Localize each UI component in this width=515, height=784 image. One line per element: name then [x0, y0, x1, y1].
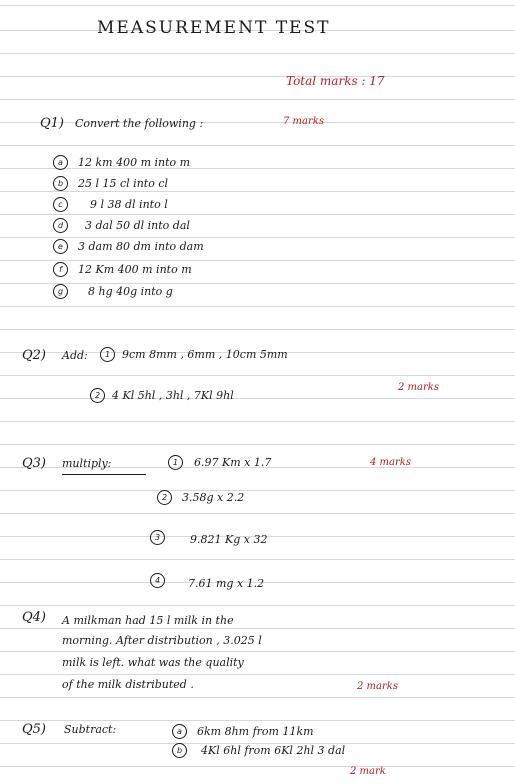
q5-item-b: 4Kl 6hl from 6Kl 2hl 3 dal	[201, 744, 346, 757]
q4-line-1: A milkman had 15 l milk in the	[62, 614, 234, 627]
q3-item-2-marker: 2	[157, 490, 172, 505]
q3-marks: 4 marks	[370, 457, 411, 468]
q1-item-c: 9 l 38 dl into l	[90, 198, 168, 211]
q2-item-1-marker: 1	[100, 347, 115, 362]
q3-label: Q3)	[22, 456, 47, 471]
q1-item-f-marker: f	[53, 262, 68, 277]
q5-instruction: Subtract:	[64, 723, 117, 736]
q2-marks: 2 marks	[398, 382, 439, 393]
q5-item-b-marker: b	[172, 743, 187, 758]
q1-item-d-marker: d	[53, 218, 68, 233]
q1-item-e: 3 dam 80 dm into dam	[78, 240, 204, 253]
q3-item-2: 3.58g x 2.2	[182, 491, 245, 504]
q4-line-2: morning. After distribution , 3.025 l	[62, 634, 262, 647]
total-marks: Total marks : 17	[286, 74, 385, 88]
q5-marks: 2 mark	[350, 766, 386, 777]
q3-item-1: 6.97 Km x 1.7	[194, 456, 272, 469]
q3-instruction-underline	[62, 474, 146, 475]
q1-item-a-marker: a	[53, 155, 68, 170]
q2-item-1: 9cm 8mm , 6mm , 10cm 5mm	[122, 348, 288, 361]
q1-item-d: 3 dal 50 dl into dal	[85, 219, 190, 232]
q3-item-4-marker: 4	[150, 573, 165, 588]
q1-item-g-marker: g	[53, 284, 68, 299]
q2-label: Q2)	[22, 348, 47, 363]
q1-marks: 7 marks	[283, 116, 324, 127]
q5-item-a: 6km 8hm from 11km	[197, 725, 314, 738]
q3-item-1-marker: 1	[168, 455, 183, 470]
q4-marks: 2 marks	[357, 681, 398, 692]
q1-item-c-marker: c	[53, 197, 68, 212]
q1-item-e-marker: e	[53, 239, 68, 254]
q2-item-2-marker: 2	[90, 388, 105, 403]
q5-label: Q5)	[22, 722, 47, 737]
q3-item-4: 7.61 mg x 1.2	[188, 577, 265, 590]
q1-item-f: 12 Km 400 m into m	[78, 263, 192, 276]
q4-label: Q4)	[22, 610, 47, 625]
q1-instruction: Convert the following :	[75, 117, 204, 130]
q3-instruction: multiply:	[62, 457, 112, 470]
q4-line-4: of the milk distributed .	[62, 678, 194, 691]
q3-item-3-marker: 3	[150, 530, 165, 545]
q1-item-b-marker: b	[53, 176, 68, 191]
q2-item-2: 4 Kl 5hl , 3hl , 7Kl 9hl	[112, 389, 234, 402]
q1-label: Q1)	[40, 116, 65, 131]
q1-item-a: 12 km 400 m into m	[78, 156, 191, 169]
q2-instruction: Add:	[62, 349, 88, 362]
q5-item-a-marker: a	[172, 724, 187, 739]
q1-item-g: 8 hg 40g into g	[88, 285, 173, 298]
q4-line-3: milk is left. what was the quality	[62, 656, 244, 669]
q1-item-b: 25 l 15 cl into cl	[78, 177, 168, 190]
page-title: MEASUREMENT TEST	[97, 18, 331, 38]
q3-item-3: 9.821 Kg x 32	[190, 533, 268, 546]
